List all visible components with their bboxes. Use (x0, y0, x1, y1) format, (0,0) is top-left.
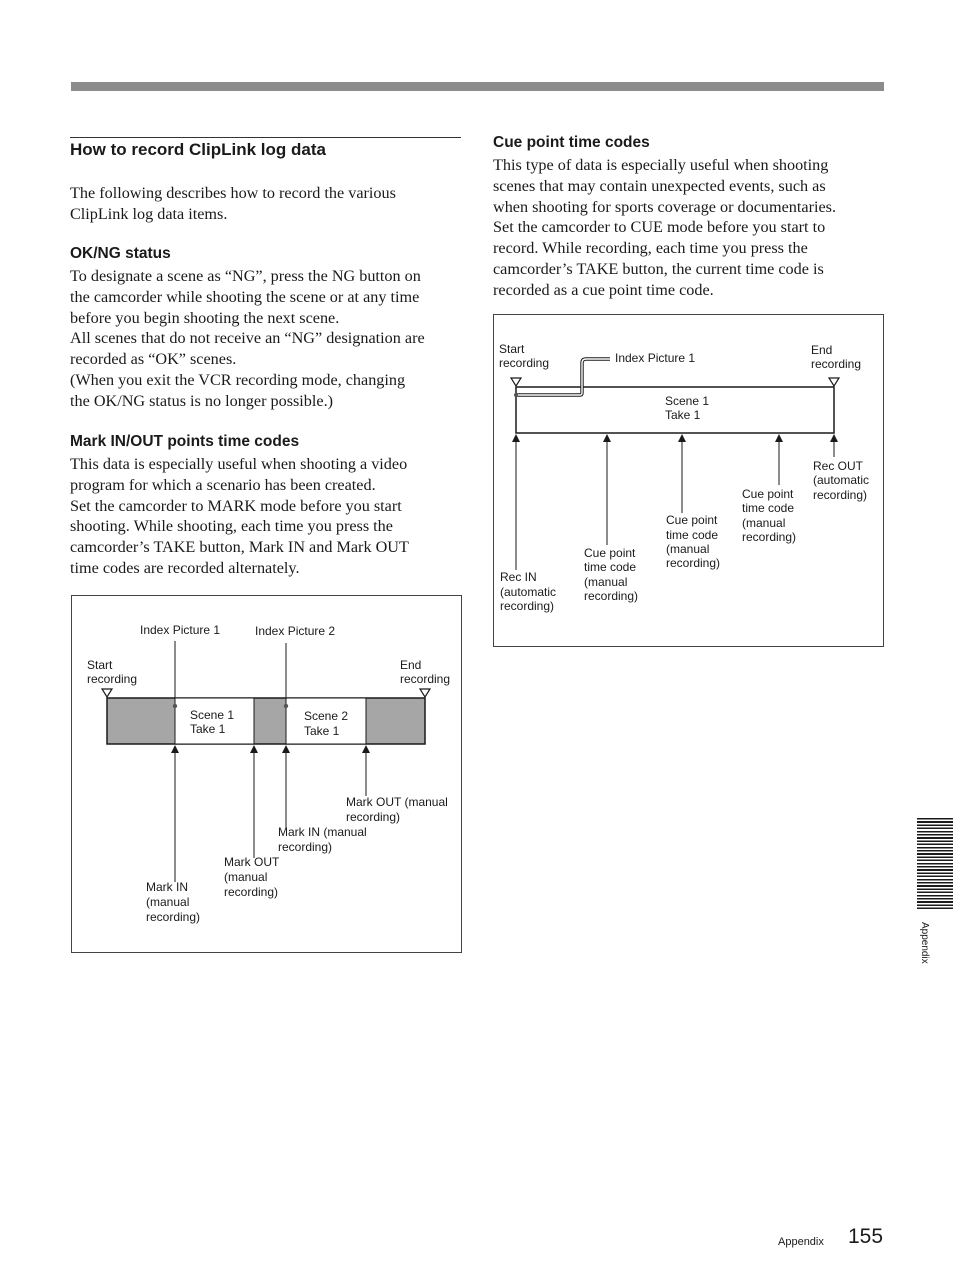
cue-index-picture-dot (514, 393, 518, 397)
svg-text:(automatic: (automatic (813, 473, 870, 487)
header-bar (71, 82, 884, 91)
mark-out-2-label: Mark OUT (manual (346, 795, 448, 809)
cue-scene1-label: Scene 1 (665, 394, 710, 408)
rec-out-label: Rec OUT (813, 459, 864, 473)
svg-text:recording): recording) (666, 556, 721, 570)
svg-text:(manual: (manual (146, 895, 190, 909)
svg-text:(manual: (manual (666, 542, 710, 556)
svg-text:recording: recording (400, 672, 451, 686)
cue-point-heading: Cue point time codes (493, 134, 650, 151)
svg-text:time code: time code (666, 528, 719, 542)
cue-end-marker-icon (829, 378, 839, 386)
index-picture-2-label: Index Picture 2 (255, 624, 336, 638)
mark-inout-paragraph: This data is especially useful when shooting a video program for which a scenario has been created. Set the camcorder to MARK mode before you start shooting. While shooting, each time you press the camcorder’s TAKE button, Mark IN and Mark OUT time codes are recorded alternately. (70, 455, 409, 577)
svg-text:recording): recording) (584, 589, 639, 603)
svg-text:recording: recording (811, 357, 862, 371)
svg-text:(automatic: (automatic (500, 585, 557, 599)
end-recording-label: End (400, 658, 422, 672)
svg-text:Take 1: Take 1 (665, 408, 701, 422)
svg-text:recording: recording (87, 672, 138, 686)
section-title: How to record ClipLink log data (70, 140, 326, 159)
svg-text:(manual: (manual (742, 516, 786, 530)
svg-text:recording): recording) (742, 530, 797, 544)
svg-text:time code: time code (584, 560, 637, 574)
svg-text:recording): recording) (278, 840, 333, 854)
svg-text:Take 1: Take 1 (190, 722, 226, 736)
page-number: 155 (848, 1225, 884, 1248)
svg-text:time code: time code (742, 501, 795, 515)
cue-index-picture-label: Index Picture 1 (615, 351, 696, 365)
svg-text:recording: recording (499, 356, 550, 370)
cue-start-recording-label: Start (499, 342, 525, 356)
cue-point-diagram-svg (494, 315, 885, 648)
section-thumb-label: Appendix (919, 922, 930, 964)
mark-inout-diagram (71, 595, 462, 953)
cue-point-paragraph: This type of data is especially useful when shooting scenes that may contain unexpected events, such as when shooting for sports coverage or documentaries. Set the camcorder to CUE mode before you start to record. While recording, each time you press the camcorder’s TAKE button, the current time code is recorded as a cue point time code. (493, 156, 836, 299)
footer-section-label: Appendix (778, 1236, 824, 1248)
index-picture-2-dot (284, 704, 288, 708)
mark-in-1-label: Mark IN (146, 880, 188, 894)
cue-point-diagram (493, 314, 884, 647)
cue2-label: Cue point (666, 513, 718, 527)
start-marker-icon (102, 689, 112, 697)
cue-start-marker-icon (511, 378, 521, 386)
svg-text:recording): recording) (224, 885, 279, 899)
intro-paragraph: The following describes how to record the various ClipLink log data items. (70, 184, 396, 223)
cue-end-recording-label: End (811, 343, 833, 357)
svg-text:(manual: (manual (584, 575, 628, 589)
start-recording-label: Start (87, 658, 113, 672)
cue1-label: Cue point (584, 546, 636, 560)
tape-bar (107, 698, 425, 744)
index-picture-1-dot (173, 704, 177, 708)
end-marker-icon (420, 689, 430, 697)
index-picture-1-label: Index Picture 1 (140, 623, 221, 637)
mark-inout-diagram-svg (72, 596, 463, 954)
svg-text:recording): recording) (146, 910, 201, 924)
mark-in-2-label: Mark IN (manual (278, 825, 367, 839)
ok-ng-heading: OK/NG status (70, 245, 171, 262)
svg-text:recording): recording) (346, 810, 401, 824)
rec-in-label: Rec IN (500, 570, 537, 584)
mark-out-1-label: Mark OUT (224, 855, 280, 869)
cue3-label: Cue point (742, 487, 794, 501)
svg-text:recording): recording) (813, 488, 868, 502)
section-rule (70, 137, 461, 138)
section-thumb-tab (917, 818, 953, 910)
mark-inout-heading: Mark IN/OUT points time codes (70, 433, 300, 450)
svg-text:(manual: (manual (224, 870, 268, 884)
ok-ng-paragraph: To designate a scene as “NG”, press the NG button on the camcorder while shooting the scene or at any time before you begin shooting the next scene. All scenes that do not receive an “NG” designation are recorded as “OK” scenes. (When you exit the VCR recording mode, changing the OK/NG status is no longer possible.) (70, 267, 425, 410)
svg-text:recording): recording) (500, 599, 555, 613)
scene2-label: Scene 2 (304, 709, 349, 723)
scene1-label: Scene 1 (190, 708, 235, 722)
svg-text:Take 1: Take 1 (304, 724, 340, 738)
